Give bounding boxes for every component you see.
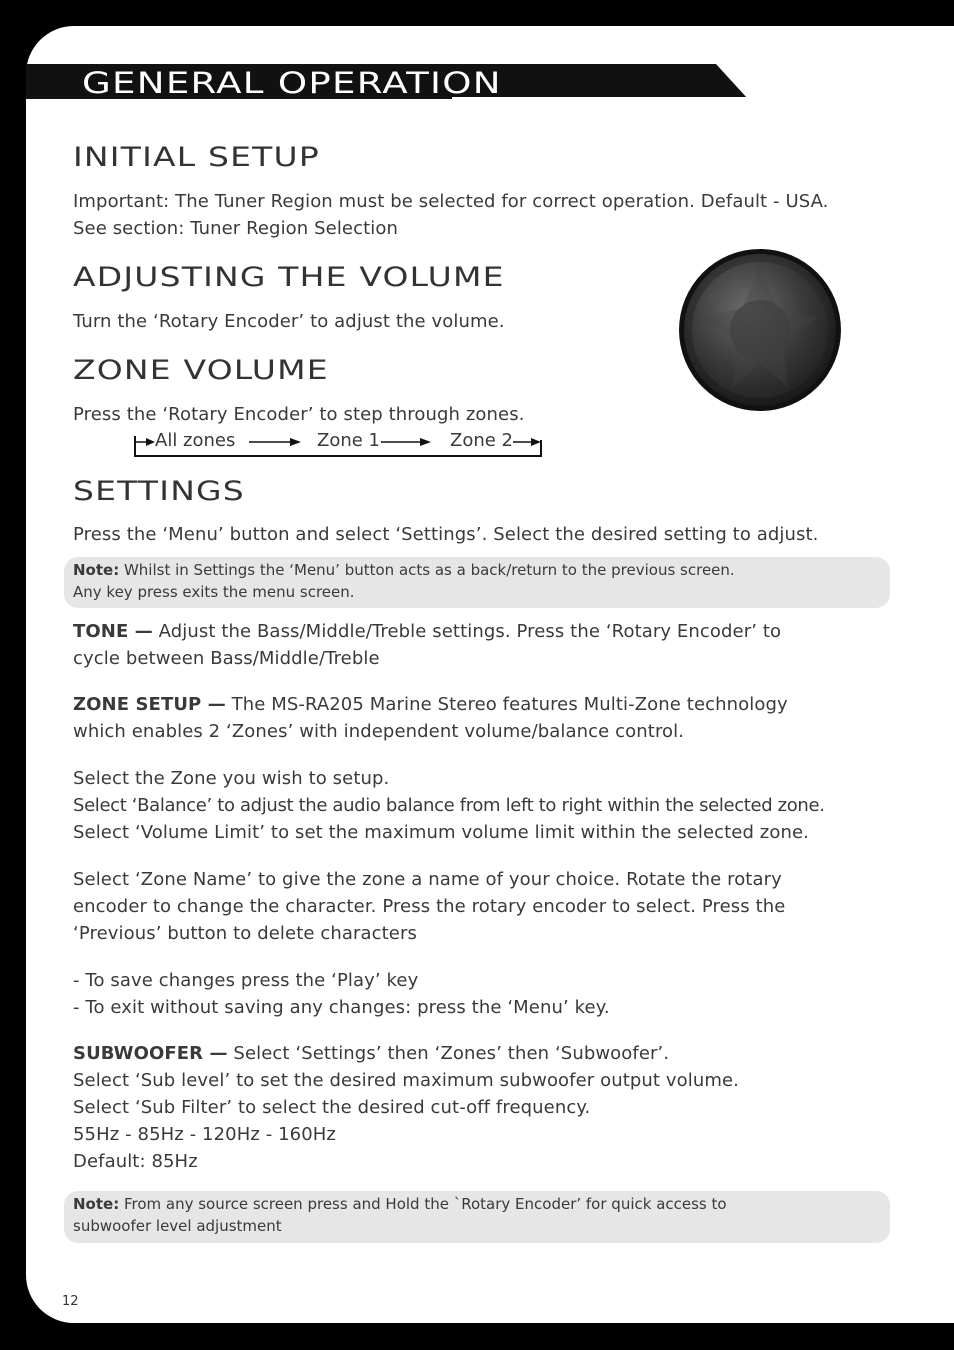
text-line [73,1040,739,1067]
adjusting-volume-text: Turn the ‘Rotary Encoder’ to adjust the volume. [73,311,505,332]
rotary-encoder-knob-image [678,248,842,412]
zone-setup-text: The MS-RA205 Marine Stereo features Multi-Zone technology [225,694,788,715]
tone-text: Adjust the Bass/Middle/Treble settings. Press the ‘Rotary Encoder’ to [152,621,782,642]
heading-initial-setup: INITIAL SETUP [73,142,320,173]
zone-label-1: Zone 1 [317,430,380,451]
zone-setup-paragraph [73,691,788,745]
note-box-subwoofer [64,1191,890,1243]
save-exit-paragraph [73,967,610,1021]
subwoofer-label: SUBWOOFER — [73,1043,228,1064]
text-line: Select the Zone you wish to setup. [73,768,390,789]
note-line: subwoofer level adjustment [73,1217,282,1235]
note-text: From any source screen press and Hold the `Rotary Encoder’ for quick access to [119,1195,727,1213]
text-line: Important: The Tuner Region must be selected for correct operation. Default - USA. [73,191,829,212]
text-line [73,691,788,718]
text-line [73,618,781,645]
zone-select-paragraph [73,765,825,846]
tone-label: TONE — [73,621,153,642]
note-line [73,559,890,581]
section-title: GENERAL OPERATION [82,66,502,100]
text-line: ‘Previous’ button to delete characters [73,923,417,944]
zone-label-2: Zone 2 [450,430,513,451]
text-line: cycle between Bass/Middle/Treble [73,648,380,669]
text-line: See section: Tuner Region Selection [73,218,398,239]
text-line: - To exit without saving any changes: press the ‘Menu’ key. [73,997,610,1018]
text-line: Select ‘Zone Name’ to give the zone a name of your choice. Rotate the rotary [73,869,782,890]
text-line: encoder to change the character. Press the rotary encoder to select. Press the [73,896,786,917]
note-box-settings [64,557,890,608]
note-text: Whilst in Settings the ‘Menu’ button acts as a back/return to the previous screen. [119,561,735,579]
page-number: 12 [62,1294,79,1309]
zone-cycle-diagram [133,428,545,462]
settings-intro: Press the ‘Menu’ button and select ‘Settings’. Select the desired setting to adjust. [73,524,819,545]
subwoofer-paragraph [73,1040,739,1175]
zone-label-all: All zones [155,430,236,451]
initial-setup-text [73,188,829,242]
zone-volume-text: Press the ‘Rotary Encoder’ to step through zones. [73,404,525,425]
text-line: Select ‘Balance’ to adjust the audio balance from left to right within the selected zone. [73,795,825,816]
note-label: Note: [73,1195,120,1213]
heading-zone-volume: ZONE VOLUME [73,355,329,386]
text-line: - To save changes press the ‘Play’ key [73,970,419,991]
text-line: Select ‘Volume Limit’ to set the maximum volume limit within the selected zone. [73,822,809,843]
text-line: Default: 85Hz [73,1151,198,1172]
tone-paragraph [73,618,781,672]
text-line: Select ‘Sub Filter’ to select the desired cut-off frequency. [73,1097,591,1118]
note-line: Any key press exits the menu screen. [73,583,355,601]
text-line: which enables 2 ‘Zones’ with independent volume/balance control. [73,721,685,742]
heading-adjusting-volume: ADJUSTING THE VOLUME [73,262,505,293]
note-label: Note: [73,561,120,579]
note-line [73,1193,890,1215]
heading-settings: SETTINGS [73,476,245,507]
subwoofer-text: Select ‘Settings’ then ‘Zones’ then ‘Subwoofer’. [227,1043,670,1064]
zone-name-paragraph [73,866,785,947]
text-line: 55Hz - 85Hz - 120Hz - 160Hz [73,1124,336,1145]
text-line: Select ‘Sub level’ to set the desired maximum subwoofer output volume. [73,1070,739,1091]
zone-setup-label: ZONE SETUP — [73,694,226,715]
